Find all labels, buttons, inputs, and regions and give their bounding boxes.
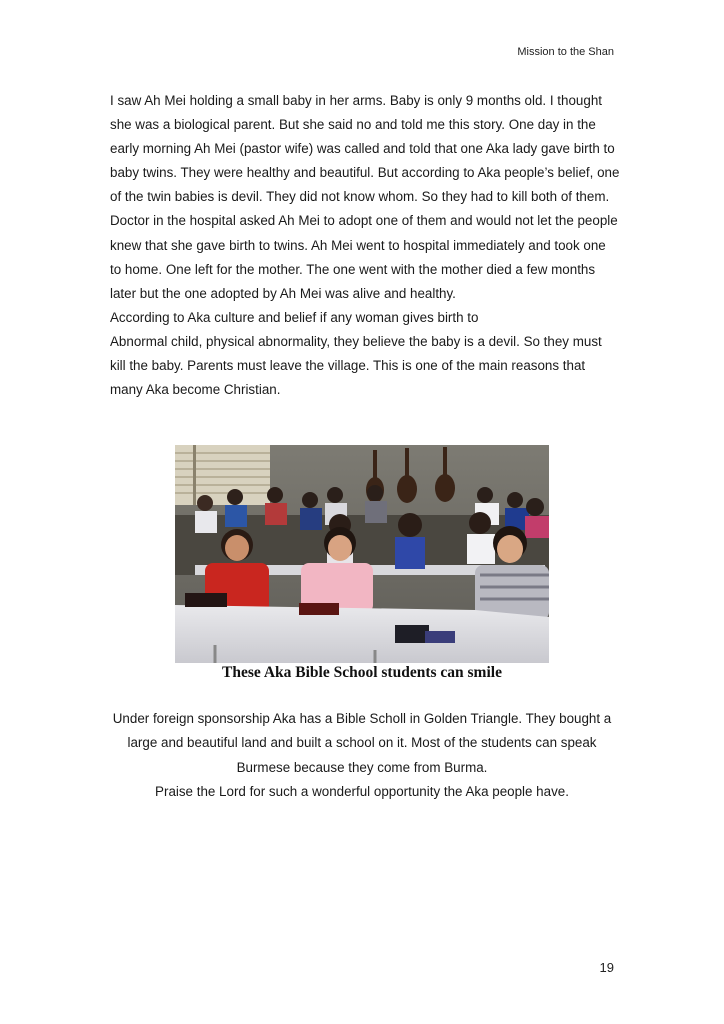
closing-sponsorship: Under foreign sponsorship Aka has a Bible Scholl in Golden Triangle. They bought a large and beautiful land and built a school on it. Most of the students can speak Burmese because they come from Burma. — [112, 711, 612, 775]
paragraph-abnormal: Abnormal child, physical abnormality, they believe the baby is a devil. So they must kill the baby. Parents must leave the village. This is one of the main reasons that many Aka become Christian. — [110, 333, 602, 398]
page-number: 19 — [599, 960, 614, 975]
figure-caption: These Aka Bible School students can smile — [222, 664, 502, 681]
body-text — [110, 89, 620, 402]
closing-text — [100, 707, 624, 804]
paragraph-story: I saw Ah Mei holding a small baby in her arms. Baby is only 9 months old. I thought she was a biological parent. But she said no and told me this story. One day in the early morning Ah Mei (pastor wife) was called and told that one Aka lady gave birth to baby twins. They were healthy and beautiful. But according to Aka people’s belief, one of the twin babies is devil. They did not know whom. So they had to kill both of them. Doctor in the hospital asked Ah Mei to adopt one of them and would not let the people knew that she gave birth to twins. Ah Mei went to hospital immediately and took one to home. One left for the mother. The one went with the mother died a few months later but the one adopted by Ah Mei was alive and healthy. — [110, 93, 620, 301]
closing-praise: Praise the Lord for such a wonderful opportunity the Aka people have. — [155, 783, 569, 799]
classroom-photo — [175, 445, 549, 663]
paragraph-culture: According to Aka culture and belief if any woman gives birth to — [110, 309, 479, 325]
running-header: Mission to the Shan — [517, 46, 614, 58]
